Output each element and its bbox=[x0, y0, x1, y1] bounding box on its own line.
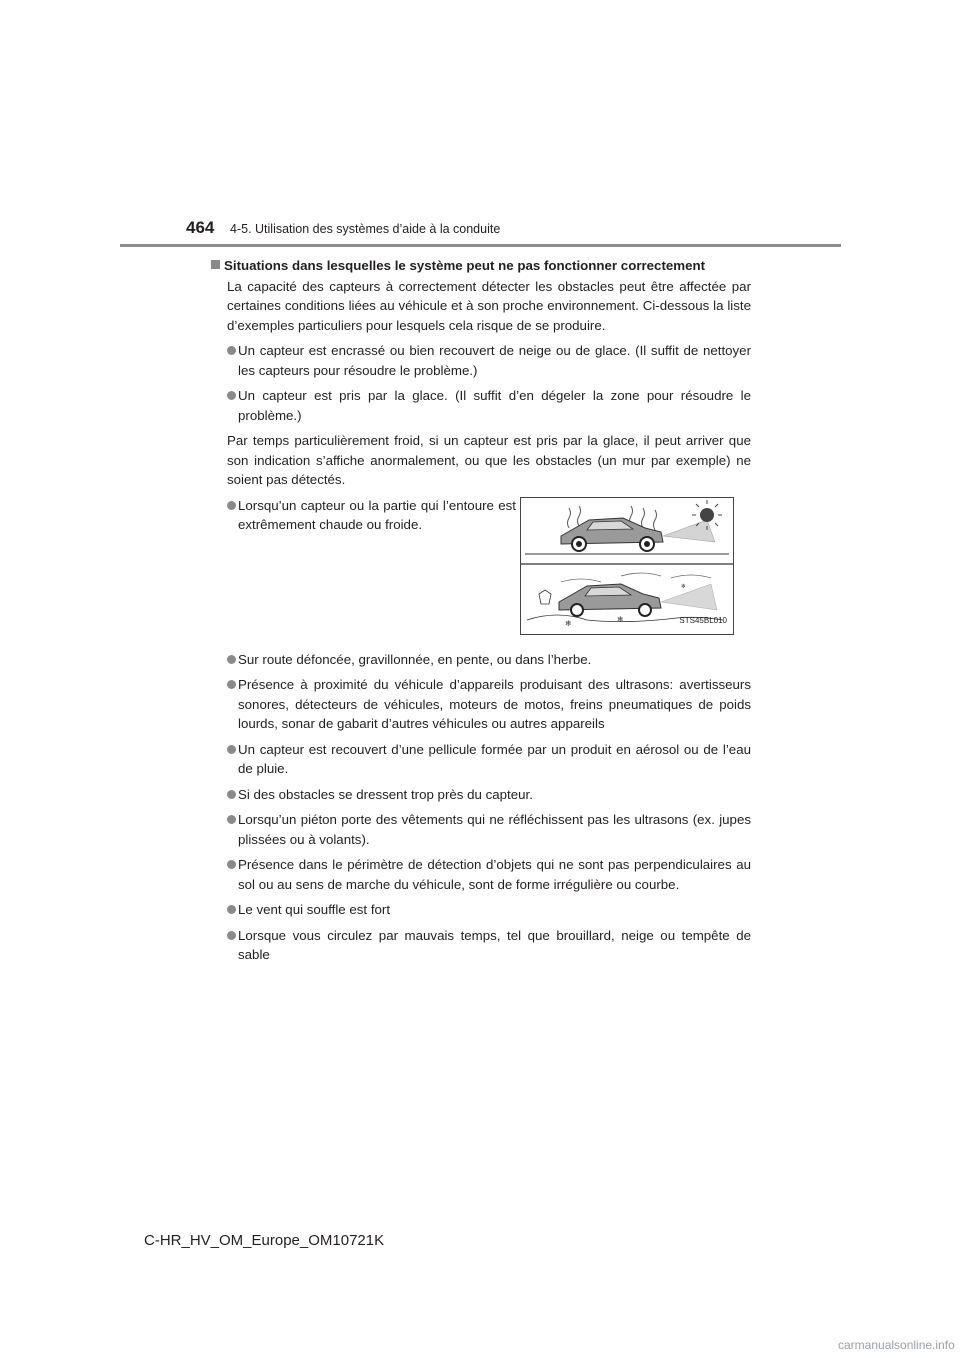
footer-document-id: C-HR_HV_OM_Europe_OM10721K bbox=[144, 1232, 385, 1249]
list-item-text: Présence dans le périmètre de détection d’objets qui ne sont pas perpendiculaires au sol ou au sens de marche du véhicule, sont de forme irrégulière ou courbe. bbox=[238, 857, 751, 892]
bullet-dot-icon bbox=[227, 860, 236, 869]
bullet-dot-icon bbox=[227, 346, 236, 355]
figure-code: STS45BL010 bbox=[679, 616, 727, 625]
list-item bbox=[211, 855, 751, 894]
bullet-dot-icon bbox=[227, 905, 236, 914]
square-bullet-icon bbox=[211, 260, 220, 269]
list-item-text: Sur route défoncée, gravillonnée, en pente, ou dans l’herbe. bbox=[238, 651, 592, 667]
section-heading-text: Situations dans lesquelles le système peut ne pas fonctionner correctement bbox=[224, 258, 706, 273]
svg-text:❄: ❄ bbox=[617, 614, 624, 624]
intro-paragraph: La capacité des capteurs à correctement détecter les obstacles peut être affectée par certaines conditions liées au véhicule et à son proche environnement. Ci-dessous la liste d’exemples particuliers pour lesquels cela risque de se produire. bbox=[227, 278, 751, 333]
page-number: 464 bbox=[186, 218, 215, 237]
list-item-text: Présence à proximité du véhicule d’appareils produisant des ultrasons: avertisseurs sonores, détecteurs de véhicules, moteurs de motos, freins pneumatiques de poids lourds, sonar de gabarit d’autres véhicules ou autres appareils bbox=[238, 677, 751, 731]
list-item-text: Un capteur est pris par la glace. (Il suffit d’en dégeler la zone pour résoudre le problème.) bbox=[238, 388, 751, 423]
watermark: carmanualsonline.info bbox=[838, 1338, 955, 1352]
list-item bbox=[211, 386, 751, 425]
list-item-text: Un capteur est recouvert d’une pellicule formée par un produit en aérosol ou de l’eau de pluie. bbox=[238, 741, 751, 776]
list-item-text: Lorsqu’un capteur ou la partie qui l’entoure est extrêmement chaude ou froide. bbox=[238, 497, 516, 532]
bullet-dot-icon bbox=[227, 655, 236, 664]
list-item bbox=[211, 740, 751, 779]
list-item-text: Si des obstacles se dressent trop près du capteur. bbox=[238, 786, 533, 802]
bullet-dot-icon bbox=[227, 790, 236, 799]
list-item bbox=[211, 496, 516, 535]
bullet-dot-icon bbox=[227, 391, 236, 400]
list-item bbox=[211, 675, 751, 734]
sensor-temperature-illustration bbox=[520, 497, 734, 635]
bullet-dot-icon bbox=[227, 745, 236, 754]
list-item bbox=[211, 810, 751, 849]
list-item-text: Le vent qui souffle est fort bbox=[238, 902, 391, 917]
list-item bbox=[211, 650, 751, 670]
header-rule bbox=[120, 244, 841, 247]
list-item bbox=[211, 341, 751, 380]
bullet-dot-icon bbox=[227, 501, 236, 510]
cold-weather-note: Par temps particulièrement froid, si un capteur est pris par la glace, il peut arriver que son indication s’affiche anormalement, ou que les obstacles (un mur par exemple) ne soient pas détectés. bbox=[227, 433, 751, 487]
svg-text:❄: ❄ bbox=[565, 618, 572, 628]
section-heading bbox=[211, 256, 751, 276]
list-item bbox=[211, 785, 751, 805]
list-item bbox=[211, 926, 751, 965]
list-item-text: Un capteur est encrassé ou bien recouvert de neige ou de glace. (Il suffit de nettoyer les capteurs pour résoudre le problème.) bbox=[238, 343, 751, 378]
main-content bbox=[211, 256, 751, 971]
list-item-text: Lorsque vous circulez par mauvais temps, tel que brouillard, neige ou tempête de sable bbox=[238, 927, 751, 962]
hot-scene bbox=[525, 500, 729, 554]
list-item-text: Lorsqu’un piéton porte des vêtements qui ne réfléchissent pas les ultrasons (ex. jupes plissées ou à volants). bbox=[238, 812, 751, 847]
figure-section bbox=[211, 496, 751, 642]
svg-text:❄: ❄ bbox=[681, 582, 687, 590]
section-header: 4-5. Utilisation des systèmes d’aide à la conduite bbox=[230, 222, 501, 236]
bullet-dot-icon bbox=[227, 931, 236, 940]
bullet-dot-icon bbox=[227, 815, 236, 824]
bullet-dot-icon bbox=[227, 680, 236, 689]
list-item bbox=[211, 900, 751, 920]
